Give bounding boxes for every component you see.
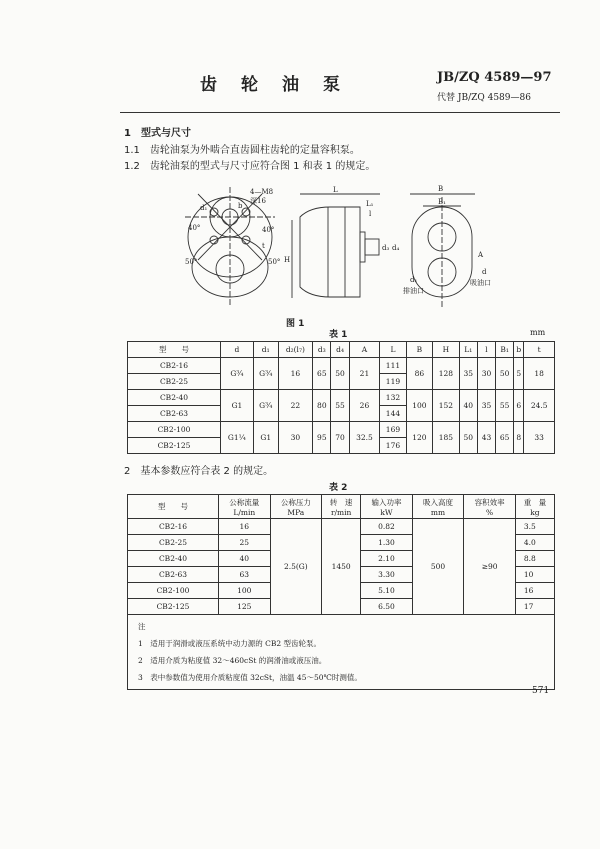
value-cell: 169 [380, 422, 406, 438]
side-view [292, 194, 380, 298]
header-cell: A [349, 342, 380, 358]
header-cell: l [477, 342, 495, 358]
header-cell [412, 495, 464, 519]
table-1 [127, 341, 555, 454]
header-label: 吸入高度 [423, 497, 454, 507]
value-cell: ≥90 [464, 519, 516, 615]
value-cell: 100 [406, 390, 432, 422]
inlet-label: 吸油口 [470, 279, 491, 287]
table-header-row [128, 342, 555, 358]
model-cell: CB2-25 [128, 535, 219, 551]
value-cell: 55 [496, 390, 514, 422]
header-cell: d₃ [313, 342, 331, 358]
value-cell: 111 [380, 358, 406, 374]
angle-label: 50° [268, 258, 281, 266]
header-unit: % [486, 507, 494, 517]
holes-label: 4—M8 [250, 188, 274, 196]
value-cell: 144 [380, 406, 406, 422]
header-rule [120, 112, 560, 113]
header-cell [322, 495, 361, 519]
dim-b: b [238, 202, 243, 210]
value-cell: G1¼ [221, 422, 254, 454]
value-cell: 128 [433, 358, 459, 390]
replaces-standard: 代替 JB/ZQ 4589—86 [437, 93, 531, 103]
value-cell: 4.0 [515, 535, 554, 551]
header-cell: L [380, 342, 406, 358]
value-cell: 25 [219, 535, 271, 551]
dim-d1-outlet: d₁ [410, 276, 418, 284]
header-label: 公称压力 [280, 497, 311, 507]
header-cell: H [433, 342, 459, 358]
outlet-label: 排油口 [403, 287, 424, 295]
value-cell: 70 [331, 422, 349, 454]
header-label: 输入功率 [371, 497, 402, 507]
header-unit: kg [530, 507, 540, 517]
table-2 [127, 494, 555, 690]
header-cell [219, 495, 271, 519]
header-unit: MPa [287, 507, 305, 517]
header-cell: B₁ [496, 342, 514, 358]
clause-1-2: 1.2 齿轮油泵的型式与尺寸应符合图 1 和表 1 的规定。 [124, 161, 376, 172]
value-cell: 55 [331, 390, 349, 422]
pump-drawing [170, 182, 505, 314]
dim-d: d [482, 268, 487, 276]
header-cell [515, 495, 554, 519]
header-unit: r/min [330, 507, 352, 517]
value-cell: 119 [380, 374, 406, 390]
model-cell: CB2-40 [128, 551, 219, 567]
value-cell: 1.30 [361, 535, 413, 551]
header-cell: d [221, 342, 254, 358]
section-1-heading: 1 型式与尺寸 [124, 128, 191, 139]
value-cell: 6 [514, 390, 524, 422]
model-cell: CB2-16 [128, 519, 219, 535]
value-cell: 8.8 [515, 551, 554, 567]
dim-B: B [438, 185, 444, 193]
value-cell: 43 [477, 422, 495, 454]
value-cell: 5 [514, 358, 524, 390]
header-label: 型 号 [158, 502, 188, 511]
value-cell: 40 [219, 551, 271, 567]
value-cell: 6.50 [361, 599, 413, 615]
notes-title: 注 [138, 622, 146, 631]
model-cell: CB2-125 [128, 599, 219, 615]
dim-l: l [369, 210, 372, 218]
value-cell: 17 [515, 599, 554, 615]
value-cell: 125 [219, 599, 271, 615]
table-header-row [128, 495, 555, 519]
value-cell: 21 [349, 358, 380, 390]
header-unit: kW [380, 507, 393, 517]
header-label: 容积效率 [474, 497, 505, 507]
value-cell: 24.5 [524, 390, 555, 422]
value-cell: 100 [219, 583, 271, 599]
dim-A: A [478, 251, 484, 259]
value-cell: 2.5(G) [270, 519, 322, 615]
section-2-heading: 2 基本参数应符合表 2 的规定。 [124, 466, 274, 477]
model-cell: CB2-63 [128, 567, 219, 583]
header-cell: B [406, 342, 432, 358]
value-cell: 1450 [322, 519, 361, 615]
table2-caption: 表 2 [329, 483, 348, 493]
value-cell: 22 [278, 390, 313, 422]
model-cell: CB2-125 [128, 438, 221, 454]
header-cell: 型 号 [128, 342, 221, 358]
table1-caption: 表 1 [329, 330, 348, 340]
angle-label: 40° [262, 226, 275, 234]
model-cell: CB2-25 [128, 374, 221, 390]
value-cell: G¾ [221, 358, 254, 390]
note-2: 2 适用介质为粘度值 32～460cSt 的润滑油或液压油。 [138, 656, 327, 665]
model-cell: CB2-100 [128, 583, 219, 599]
header-cell: L₁ [459, 342, 477, 358]
header-cell: d₁ [253, 342, 278, 358]
table-row [128, 519, 555, 535]
value-cell: 2.10 [361, 551, 413, 567]
value-cell: 95 [313, 422, 331, 454]
value-cell: 40 [459, 390, 477, 422]
value-cell: 8 [514, 422, 524, 454]
value-cell: 3.5 [515, 519, 554, 535]
header-cell [361, 495, 413, 519]
notes-cell [128, 615, 555, 690]
value-cell: 33 [524, 422, 555, 454]
model-cell: CB2-100 [128, 422, 221, 438]
dim-H: H [284, 256, 291, 264]
value-cell: G1 [253, 422, 278, 454]
value-cell: 35 [459, 358, 477, 390]
depth-label: 深16 [250, 197, 266, 205]
dim-d3: d₃ [382, 244, 390, 252]
value-cell: 32.5 [349, 422, 380, 454]
note-3: 3 表中参数值为使用介质粘度值 32cSt，油温 45～50℃时测值。 [138, 673, 362, 682]
dim-d1: d₁ [200, 204, 208, 212]
model-cell: CB2-40 [128, 390, 221, 406]
value-cell: 35 [477, 390, 495, 422]
value-cell: 152 [433, 390, 459, 422]
header-cell: b [514, 342, 524, 358]
value-cell: 65 [313, 358, 331, 390]
table-row [128, 390, 555, 406]
value-cell: 26 [349, 390, 380, 422]
value-cell: 50 [459, 422, 477, 454]
dim-t: t [262, 242, 265, 250]
page-title: 齿轮油泵 [200, 75, 364, 95]
table1-unit: mm [530, 328, 546, 337]
value-cell: 30 [477, 358, 495, 390]
value-cell: 176 [380, 438, 406, 454]
table-row [128, 422, 555, 438]
header-label: 重 量 [523, 497, 547, 507]
value-cell: 18 [524, 358, 555, 390]
header-label: 公称流量 [229, 497, 260, 507]
dim-B1: B₁ [438, 198, 446, 206]
table-row [128, 358, 555, 374]
value-cell: 30 [278, 422, 313, 454]
value-cell: 80 [313, 390, 331, 422]
value-cell: 5.10 [361, 583, 413, 599]
header-label: 转 速 [329, 497, 353, 507]
value-cell: 16 [219, 519, 271, 535]
header-cell: d₂(l₇) [278, 342, 313, 358]
value-cell: 500 [412, 519, 464, 615]
value-cell: 50 [331, 358, 349, 390]
standard-number: JB/ZQ 4589—97 [437, 70, 552, 85]
value-cell: 3.30 [361, 567, 413, 583]
header-unit: mm [430, 507, 446, 517]
header-cell [270, 495, 322, 519]
header-cell: t [524, 342, 555, 358]
value-cell: 120 [406, 422, 432, 454]
header-cell [464, 495, 516, 519]
value-cell: 63 [219, 567, 271, 583]
angle-label: 40° [188, 224, 201, 232]
value-cell: 16 [278, 358, 313, 390]
model-cell: CB2-16 [128, 358, 221, 374]
header-cell [128, 495, 219, 519]
header-unit: L/min [233, 507, 256, 517]
dim-L1: L₁ [366, 200, 374, 208]
value-cell: 65 [496, 422, 514, 454]
value-cell: 185 [433, 422, 459, 454]
value-cell: 0.82 [361, 519, 413, 535]
dim-L: L [333, 186, 338, 194]
value-cell: 10 [515, 567, 554, 583]
value-cell: 132 [380, 390, 406, 406]
page-number: 571 [532, 686, 550, 696]
value-cell: 50 [496, 358, 514, 390]
value-cell: G¾ [253, 390, 278, 422]
note-1: 1 适用于润滑或液压系统中动力源的 CB2 型齿轮泵。 [138, 639, 322, 648]
dim-d4: d₄ [392, 244, 400, 252]
clause-1-1: 1.1 齿轮油泵为外啮合直齿圆柱齿轮的定量容积泵。 [124, 145, 360, 156]
value-cell: G¾ [253, 358, 278, 390]
value-cell: G1 [221, 390, 254, 422]
value-cell: 86 [406, 358, 432, 390]
model-cell: CB2-63 [128, 406, 221, 422]
figure-caption: 图 1 [286, 319, 305, 329]
value-cell: 16 [515, 583, 554, 599]
angle-label: 50° [185, 258, 198, 266]
header-cell: d₄ [331, 342, 349, 358]
